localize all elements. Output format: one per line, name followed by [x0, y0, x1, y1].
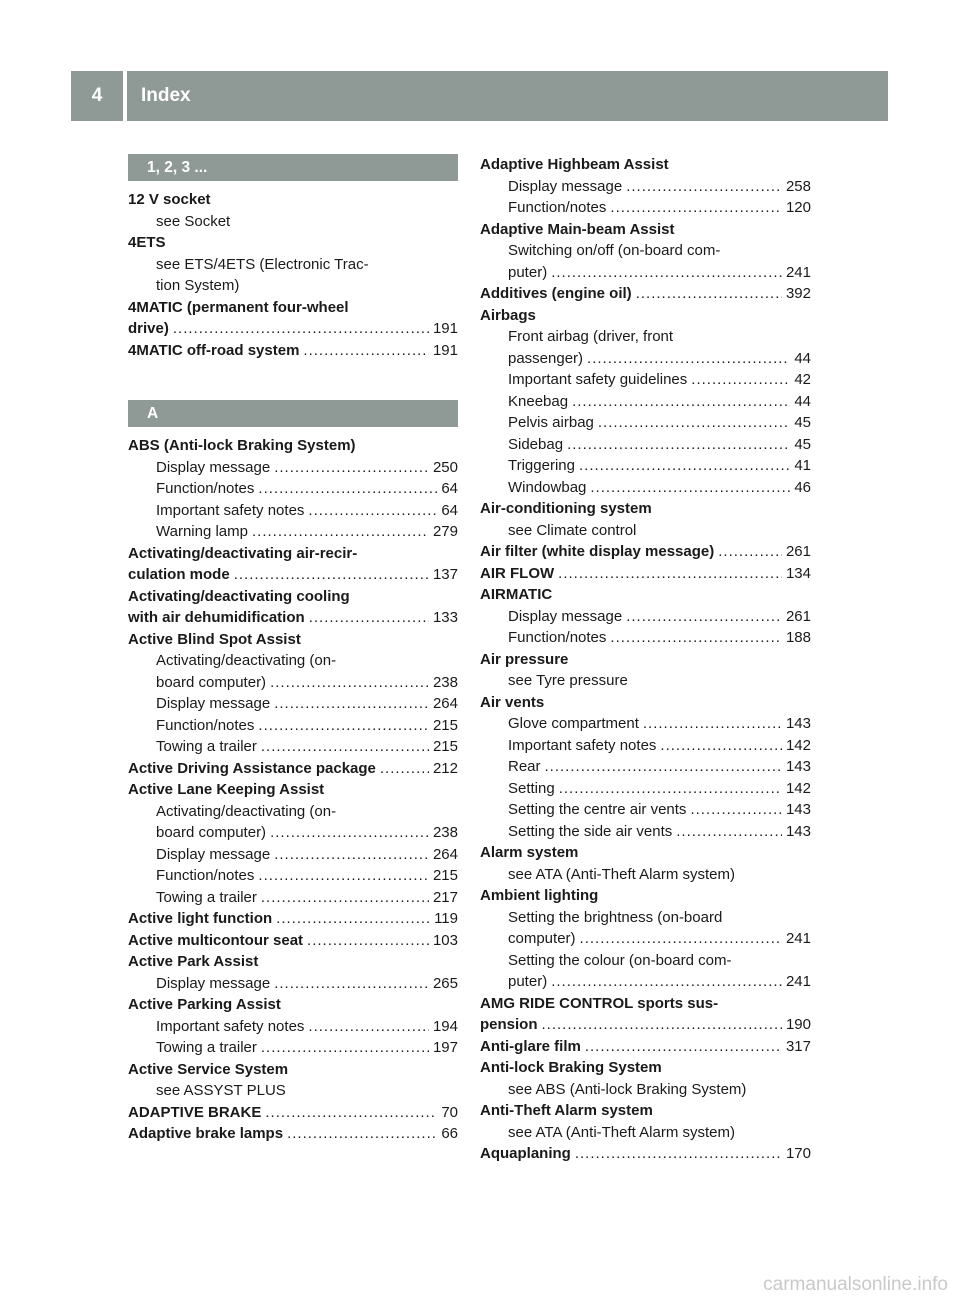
entry-text: Switching on/off (on-board com- [508, 242, 721, 259]
leader-dots [636, 283, 782, 305]
page-number: 4 [91, 85, 103, 106]
page-ref: 134 [785, 564, 811, 582]
entry-text: Ambient lighting [480, 887, 599, 904]
entry-text: see ASSYST PLUS [156, 1082, 286, 1099]
index-column-left [128, 154, 458, 1145]
page-ref: 191 [432, 341, 458, 359]
index-entry [480, 305, 811, 327]
index-entry [128, 318, 458, 340]
leader-dots [270, 672, 429, 694]
index-subentry [128, 1080, 458, 1102]
page-ref: 42 [794, 371, 811, 388]
index-subentry [480, 928, 811, 950]
leader-dots [307, 930, 429, 952]
page-ref: 44 [794, 349, 811, 367]
entry-text: see Socket [156, 212, 231, 230]
index-entry [480, 154, 811, 176]
index-subentry [480, 799, 811, 821]
page-ref: 188 [785, 629, 811, 646]
page-ref: 241 [785, 930, 811, 947]
index-entry [480, 1057, 811, 1079]
entry-text: culation mode [128, 566, 230, 583]
page-ref: 70 [441, 1103, 458, 1121]
index-entry [128, 586, 458, 608]
entry-text: Setting the colour (on-board com- [508, 951, 732, 969]
entry-text: Towing a trailer [156, 738, 257, 755]
entry-text: Front airbag (driver, front [508, 328, 674, 345]
page-ref: 44 [794, 392, 811, 410]
index-entry [480, 993, 811, 1015]
page-ref: 119 [434, 910, 458, 927]
page-ref: 261 [785, 543, 811, 560]
index-subentry [480, 907, 811, 929]
leader-dots [567, 434, 790, 456]
index-subentry [480, 326, 811, 348]
entry-text: with air dehumidification [128, 609, 305, 626]
entry-text: AMG RIDE CONTROL sports sus- [480, 994, 719, 1012]
entry-text: Function/notes [156, 716, 255, 734]
page-ref: 279 [432, 523, 458, 540]
index-subentry [480, 412, 811, 434]
entry-text: Activating/deactivating cooling [128, 587, 350, 605]
leader-dots [598, 412, 790, 434]
page-ref: 264 [432, 695, 458, 712]
index-entry [128, 629, 458, 651]
page-ref: 46 [794, 478, 811, 496]
entry-text: see Tyre pressure [508, 672, 628, 689]
leader-dots [274, 693, 429, 715]
section-heading: 1, 2, 3 ... [128, 154, 458, 181]
leader-dots [274, 844, 429, 866]
index-entry [128, 1102, 458, 1124]
page-ref: 45 [794, 414, 811, 431]
entry-text: Activating/deactivating (on- [156, 802, 337, 820]
entry-text: Air-conditioning system [480, 500, 652, 517]
index-subentry [480, 455, 811, 477]
page-ref: 238 [432, 824, 458, 841]
leader-dots [579, 455, 790, 477]
page-ref: 143 [785, 801, 811, 818]
leader-dots [287, 1123, 437, 1145]
section-heading: A [128, 400, 458, 427]
index-subentry [480, 197, 811, 219]
page-ref: 265 [432, 974, 458, 992]
index-subentry [128, 457, 458, 479]
index-subentry [128, 211, 458, 233]
index-subentry [128, 693, 458, 715]
index-subentry [128, 1037, 458, 1059]
entry-text: Function/notes [508, 199, 607, 216]
entry-text: Display message [508, 607, 623, 625]
header-divider [123, 71, 127, 121]
entry-text: Setting the brightness (on-board [508, 908, 723, 926]
entry-text: Active Driving Assistance package [128, 759, 376, 777]
entry-text: Function/notes [156, 480, 255, 497]
entry-text: Display message [508, 177, 623, 195]
entry-text: Anti-glare film [480, 1037, 581, 1055]
entry-text: 4MATIC off-road system [128, 341, 300, 359]
index-entry [128, 607, 458, 629]
entry-text: Air filter (white display message) [480, 543, 715, 560]
index-entry [480, 1143, 811, 1165]
index-entry [480, 1036, 811, 1058]
index-subentry [480, 735, 811, 757]
entry-text: Function/notes [508, 629, 607, 646]
entry-text: Adaptive Main-beam Assist [480, 220, 675, 238]
index-entry [480, 584, 811, 606]
index-subentry [480, 348, 811, 370]
page-ref: 41 [794, 457, 811, 474]
index-column-right [480, 154, 811, 1165]
index-subentry [480, 713, 811, 735]
page-ref: 191 [432, 320, 458, 337]
page-ref: 120 [785, 199, 811, 216]
entry-text: Display message [156, 695, 271, 712]
entry-text: Anti-Theft Alarm system [480, 1102, 653, 1119]
index-entry [128, 779, 458, 801]
leader-dots [276, 908, 430, 930]
index-entry [128, 1123, 458, 1145]
index-subentry [480, 950, 811, 972]
index-subentry [480, 262, 811, 284]
entry-text: Airbags [480, 306, 536, 324]
leader-dots [626, 606, 782, 628]
leader-dots [590, 477, 790, 499]
index-entry [480, 1100, 811, 1122]
entry-text: Active Lane Keeping Assist [128, 781, 325, 798]
index-subentry [128, 254, 458, 276]
entry-text: Alarm system [480, 844, 579, 861]
index-subentry [128, 500, 458, 522]
index-subentry [128, 865, 458, 887]
entry-text: Adaptive brake lamps [128, 1125, 284, 1142]
page-ref: 392 [785, 285, 811, 302]
entry-text: see ETS/4ETS (Electronic Trac- [156, 255, 369, 273]
leader-dots [585, 1036, 782, 1058]
page-ref: 143 [785, 822, 811, 840]
entry-text: Display message [156, 974, 271, 992]
leader-dots [309, 607, 429, 629]
page-ref: 261 [785, 607, 811, 625]
index-subentry [128, 521, 458, 543]
entry-text: board computer) [156, 824, 267, 841]
entry-text: Air vents [480, 693, 545, 711]
leader-dots [545, 756, 782, 778]
leader-dots [660, 735, 782, 757]
entry-text: Active light function [128, 910, 273, 927]
entry-text: Kneebag [508, 392, 569, 410]
page-ref: 212 [432, 759, 458, 777]
page-ref: 194 [432, 1017, 458, 1035]
entry-text: Display message [156, 845, 271, 863]
entry-text: AIRMATIC [480, 586, 553, 603]
entry-text: Active Blind Spot Assist [128, 630, 301, 648]
leader-dots [718, 541, 782, 563]
leader-dots [558, 563, 782, 585]
entry-text: Active multicontour seat [128, 931, 304, 949]
leader-dots [173, 318, 429, 340]
entry-text: see Climate control [508, 521, 637, 539]
index-subentry [480, 369, 811, 391]
entry-text: computer) [508, 930, 576, 947]
entry-text: Important safety guidelines [508, 371, 688, 388]
index-entry [480, 842, 811, 864]
entry-text: Pelvis airbag [508, 414, 594, 431]
index-subentry [480, 240, 811, 262]
entry-text: Aquaplaning [480, 1145, 571, 1162]
entry-text: see ATA (Anti-Theft Alarm system) [508, 865, 736, 883]
leader-dots [274, 457, 429, 479]
leader-dots [676, 821, 782, 843]
page-ref: 45 [794, 435, 811, 453]
page-ref: 64 [441, 501, 458, 519]
leader-dots [258, 865, 429, 887]
entry-text: Important safety notes [156, 501, 305, 519]
entry-text: 4ETS [128, 234, 166, 251]
index-subentry [480, 821, 811, 843]
page-ref: 215 [432, 867, 458, 884]
index-entry [128, 564, 458, 586]
index-subentry [480, 756, 811, 778]
index-entry [128, 758, 458, 780]
index-entry [128, 189, 458, 211]
entry-text: Important safety notes [508, 736, 657, 754]
index-subentry [128, 822, 458, 844]
entry-text: Display message [156, 458, 271, 476]
leader-dots [643, 713, 782, 735]
entry-text: board computer) [156, 673, 267, 691]
index-subentry [480, 176, 811, 198]
leader-dots [580, 928, 782, 950]
index-entry [480, 885, 811, 907]
leader-dots [261, 887, 429, 909]
index-subentry [128, 715, 458, 737]
leader-dots [542, 1014, 782, 1036]
entry-text: Setting the side air vents [508, 822, 673, 840]
index-subentry [128, 736, 458, 758]
leader-dots [274, 973, 429, 995]
index-subentry [128, 650, 458, 672]
entry-text: Rear [508, 758, 541, 775]
entry-text: Air pressure [480, 650, 569, 668]
entry-text: Adaptive Highbeam Assist [480, 156, 669, 173]
index-entry [480, 649, 811, 671]
entry-text: Towing a trailer [156, 888, 257, 906]
page-ref: 241 [785, 263, 811, 281]
entry-text: Active Service System [128, 1060, 289, 1078]
entry-text: Triggering [508, 457, 575, 474]
entry-text: ADAPTIVE BRAKE [128, 1103, 262, 1121]
entry-text: Activating/deactivating air-recir- [128, 544, 358, 562]
section-gap [128, 361, 458, 400]
leader-dots [265, 1102, 437, 1124]
leader-dots [587, 348, 790, 370]
entry-text: Active Park Assist [128, 953, 259, 970]
leader-dots [610, 197, 782, 219]
index-subentry [480, 1122, 811, 1144]
index-subentry [480, 391, 811, 413]
index-entry [480, 541, 811, 563]
index-entry [480, 1014, 811, 1036]
entry-text: Setting [508, 779, 555, 797]
index-subentry [480, 778, 811, 800]
index-entry [480, 692, 811, 714]
entry-text: tion System) [156, 277, 240, 294]
index-entry [128, 951, 458, 973]
index-entry [128, 435, 458, 457]
index-entry [128, 543, 458, 565]
entry-text: passenger) [508, 349, 584, 367]
leader-dots [691, 369, 790, 391]
entry-text: Anti-lock Braking System [480, 1059, 662, 1076]
page-ref: 170 [785, 1145, 811, 1162]
entry-text: see ABS (Anti-lock Braking System) [508, 1080, 747, 1098]
index-entry [128, 232, 458, 254]
leader-dots [234, 564, 429, 586]
page-ref: 137 [432, 566, 458, 583]
leader-dots [380, 758, 429, 780]
leader-dots [626, 176, 782, 198]
entry-text: Warning lamp [156, 523, 248, 540]
entry-text: Activating/deactivating (on- [156, 652, 337, 669]
page-ref: 215 [432, 716, 458, 734]
leader-dots [690, 799, 782, 821]
page-ref: 217 [432, 888, 458, 906]
watermark: carmanualsonline.info [763, 1274, 948, 1295]
leader-dots [261, 1037, 429, 1059]
page-ref: 142 [785, 736, 811, 754]
index-subentry [128, 275, 458, 297]
index-entry [128, 994, 458, 1016]
index-subentry [128, 973, 458, 995]
entry-text: see ATA (Anti-Theft Alarm system) [508, 1123, 736, 1141]
index-entry [128, 930, 458, 952]
leader-dots [308, 500, 437, 522]
page-ref: 264 [432, 845, 458, 863]
leader-dots [551, 971, 782, 993]
index-subentry [480, 477, 811, 499]
entry-text: pension [480, 1016, 538, 1033]
leader-dots [252, 521, 429, 543]
entry-text: 4MATIC (permanent four-wheel [128, 298, 349, 316]
index-subentry [128, 1016, 458, 1038]
index-subentry [480, 1079, 811, 1101]
leader-dots [303, 340, 429, 362]
index-subentry [128, 801, 458, 823]
entry-text: Active Parking Assist [128, 996, 281, 1013]
index-entry [128, 908, 458, 930]
entry-text: Sidebag [508, 435, 564, 453]
index-subentry [480, 971, 811, 993]
index-entry [128, 297, 458, 319]
page-ref: 143 [785, 758, 811, 775]
page-ref: 64 [441, 480, 458, 497]
index-entry [128, 340, 458, 362]
page-header [71, 71, 888, 121]
leader-dots [261, 736, 429, 758]
entry-text: puter) [508, 263, 548, 281]
page-ref: 142 [785, 779, 811, 797]
page-ref: 215 [432, 738, 458, 755]
index-entry [480, 498, 811, 520]
leader-dots [559, 778, 782, 800]
leader-dots [258, 478, 437, 500]
entry-text: Glove compartment [508, 715, 639, 732]
page-ref: 103 [432, 931, 458, 949]
page-ref: 66 [441, 1125, 458, 1142]
entry-text: drive) [128, 320, 169, 337]
index-subentry [128, 672, 458, 694]
entry-text: 12 V socket [128, 191, 211, 208]
entry-text: Function/notes [156, 867, 255, 884]
index-subentry [128, 887, 458, 909]
page-ref: 317 [785, 1037, 811, 1055]
entry-text: puter) [508, 973, 548, 990]
entry-text: Setting the centre air vents [508, 801, 687, 818]
page-ref: 250 [432, 458, 458, 476]
index-subentry [480, 434, 811, 456]
page-ref: 190 [785, 1016, 811, 1033]
entry-text: ABS (Anti-lock Braking System) [128, 437, 356, 454]
leader-dots [551, 262, 782, 284]
index-entry [128, 1059, 458, 1081]
index-subentry [480, 627, 811, 649]
index-subentry [480, 670, 811, 692]
page-title: Index [141, 85, 191, 106]
page-ref: 133 [432, 609, 458, 626]
leader-dots [572, 391, 790, 413]
page-ref: 197 [432, 1039, 458, 1056]
leader-dots [258, 715, 429, 737]
entry-text: AIR FLOW [480, 564, 555, 582]
entry-text: Towing a trailer [156, 1039, 257, 1056]
index-entry [480, 563, 811, 585]
page-ref: 143 [785, 715, 811, 732]
entry-text: Windowbag [508, 478, 587, 496]
index-subentry [128, 844, 458, 866]
index-subentry [480, 520, 811, 542]
page-ref: 258 [785, 177, 811, 195]
index-subentry [128, 478, 458, 500]
entry-text: Important safety notes [156, 1017, 305, 1035]
index-subentry [480, 606, 811, 628]
leader-dots [270, 822, 429, 844]
entry-text: Additives (engine oil) [480, 285, 632, 302]
page-ref: 238 [432, 673, 458, 691]
leader-dots [575, 1143, 782, 1165]
index-entry [480, 283, 811, 305]
leader-dots [610, 627, 782, 649]
index-entry [480, 219, 811, 241]
page-ref: 241 [785, 973, 811, 990]
leader-dots [308, 1016, 429, 1038]
index-subentry [480, 864, 811, 886]
